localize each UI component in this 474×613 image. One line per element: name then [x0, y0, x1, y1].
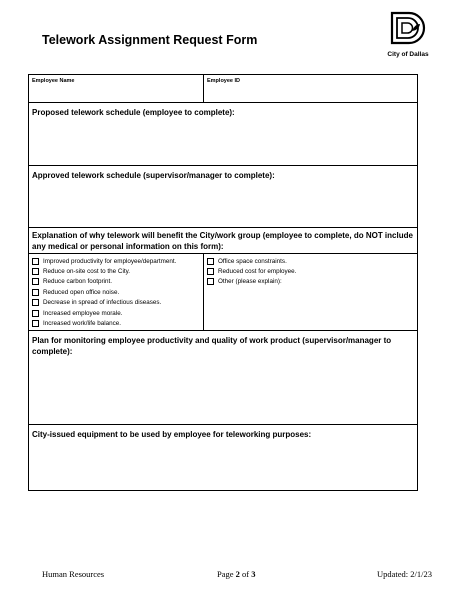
- monitoring-plan-label: Plan for monitoring employee productivity and quality of work product (supervisor/manager to complete):: [32, 336, 392, 356]
- employee-info-row: [29, 75, 417, 103]
- left-checklist: [32, 256, 176, 329]
- proposed-schedule-field[interactable]: [29, 103, 417, 166]
- check-item[interactable]: Reduced cost for employee.: [207, 266, 296, 276]
- monitoring-plan-field[interactable]: [29, 331, 417, 425]
- approved-schedule-field[interactable]: [29, 166, 417, 228]
- form-title: Telework Assignment Request Form: [42, 33, 258, 47]
- explanation-label: Explanation of why telework will benefit the City/work group (employee to complete, do NOT include any medical or personal information on this form):: [32, 231, 413, 251]
- footer-updated-date: Updated: 2/1/23: [377, 569, 433, 579]
- benefits-checklist: [29, 254, 417, 331]
- checkbox-icon[interactable]: [32, 299, 39, 306]
- footer-page-number: Page 2 of 3: [217, 569, 256, 579]
- proposed-schedule-label: Proposed telework schedule (employee to complete):: [32, 108, 235, 117]
- form-table: [28, 74, 418, 491]
- checkbox-icon[interactable]: [207, 268, 214, 275]
- check-item[interactable]: Other (please explain):: [207, 277, 296, 287]
- checkbox-icon[interactable]: [32, 258, 39, 265]
- checkbox-icon[interactable]: [207, 278, 214, 285]
- logo-text: City of Dallas: [387, 51, 429, 58]
- check-item[interactable]: Reduce carbon footprint.: [32, 277, 176, 287]
- check-item[interactable]: Reduced open office noise.: [32, 287, 176, 297]
- checkbox-icon[interactable]: [32, 289, 39, 296]
- check-item[interactable]: Decrease in spread of infectious diseases.: [32, 298, 176, 308]
- explanation-header: [29, 228, 417, 254]
- city-of-dallas-logo: [383, 9, 433, 63]
- employee-name-field[interactable]: [29, 75, 204, 102]
- city-of-dallas-logo-icon: [389, 9, 427, 49]
- equipment-label: City-issued equipment to be used by employee for teleworking purposes:: [32, 430, 312, 439]
- check-item[interactable]: Increased employee morale.: [32, 308, 176, 318]
- checkbox-icon[interactable]: [207, 258, 214, 265]
- checkbox-icon[interactable]: [32, 268, 39, 275]
- benefits-left-column: [29, 254, 204, 330]
- checkbox-icon[interactable]: [32, 278, 39, 285]
- checkbox-icon[interactable]: [32, 310, 39, 317]
- check-item[interactable]: Office space constraints.: [207, 256, 296, 266]
- footer-department: Human Resources: [42, 569, 105, 579]
- checkbox-icon[interactable]: [32, 320, 39, 327]
- check-item[interactable]: Increased work/life balance.: [32, 318, 176, 328]
- employee-id-label: Employee ID: [207, 78, 241, 84]
- right-checklist: [207, 256, 296, 287]
- employee-name-label: Employee Name: [32, 78, 75, 84]
- benefits-right-column: [204, 254, 417, 330]
- approved-schedule-label: Approved telework schedule (supervisor/manager to complete):: [32, 171, 275, 180]
- equipment-field[interactable]: [29, 425, 417, 490]
- check-item[interactable]: Improved productivity for employee/department.: [32, 256, 176, 266]
- employee-id-field[interactable]: [204, 75, 417, 102]
- check-item[interactable]: Reduce on-site cost to the City.: [32, 266, 176, 276]
